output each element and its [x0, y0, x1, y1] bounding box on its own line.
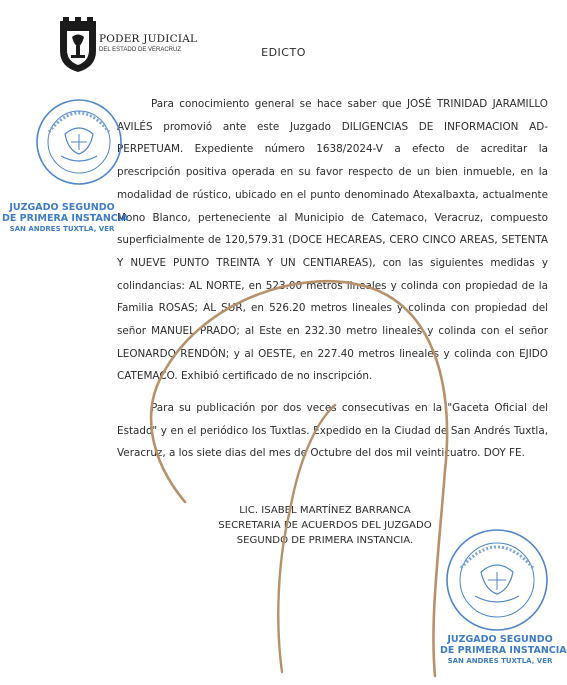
- seal-left-line1: JUZGADO SEGUNDO: [9, 202, 115, 213]
- court-seal-right: [443, 528, 551, 632]
- signatory-court: SEGUNDO DE PRIMERA INSTANCIA.: [236, 535, 414, 546]
- signature-block: [200, 503, 450, 548]
- logo-subtitle: DEL ESTADO DE VERACRUZ: [99, 47, 182, 53]
- body-paragraph-2: Para su publicación por dos veces consecutivas en la "Gaceta Oficial del Estado" y en el periódico los Tuxtlas. Expedido en la Ciudad de San Andrés Tuxtla, Veracruz, a los siete dias del mes de Octubre del dos mil veinticuatro. DOY FE.: [117, 402, 548, 460]
- signatory-role: SECRETARIA DE ACUERDOS DEL JUZGADO: [218, 520, 432, 531]
- court-seal-right-label: [440, 634, 567, 667]
- seal-left-line3: SAN ANDRES TUXTLA, VER: [9, 225, 115, 233]
- court-seal-left: [35, 92, 123, 198]
- signatory-name: LIC. ISABEL MARTÍNEZ BARRANCA: [239, 505, 411, 516]
- court-seal-left-label: [2, 202, 129, 235]
- seal-right-line2: DE PRIMERA INSTANCIA: [440, 645, 567, 656]
- seal-right-line3: SAN ANDRES TUXTLA, VER: [447, 657, 553, 665]
- seal-left-line2: DE PRIMERA INSTANCIA: [2, 213, 129, 224]
- logo-title: PODER JUDICIAL: [99, 33, 198, 45]
- document-title: EDICTO: [261, 46, 306, 59]
- seal-right-line1: JUZGADO SEGUNDO: [447, 634, 553, 645]
- judicial-shield-icon: [58, 17, 98, 73]
- body-paragraph-1: Para conocimiento general se hace saber que JOSÉ TRINIDAD JARAMILLO AVILÉS promovió ante este Juzgado DILIGENCIAS DE INFORMACION AD-PERPETUAM. Expediente número 1638/2024-V a efecto de acreditar la prescripción positiva operada en su favor respecto de un bien inmueble, en la modalidad de rústico, ubicado en el punto denominado Atexalbaxta, actualmente Mono Blanco, perteneciente al Municipio de Catemaco, Veracruz, compuesto superficialmente de 120,579.31 (DOCE HECAREAS, CERO CINCO AREAS, SETENTA Y NUEVE PUNTO TREINTA Y UN CENTIAREAS), con las siguientes medidas y colindancias: AL NORTE, en 523.00 metros lineales y colinda con propiedad de la Familia ROSAS; AL SUR, en 526.20 metros lineales y colinda con propiedad del señor MANUEL PRADO; al Este en 232.30 metro lineales y colinda con el señor LEONARDO RENDÓN; y al OESTE, en 227.40 metros lineales y colinda con EJIDO CATEMACO. Exhibió certificado de no inscripción.: [117, 98, 548, 383]
